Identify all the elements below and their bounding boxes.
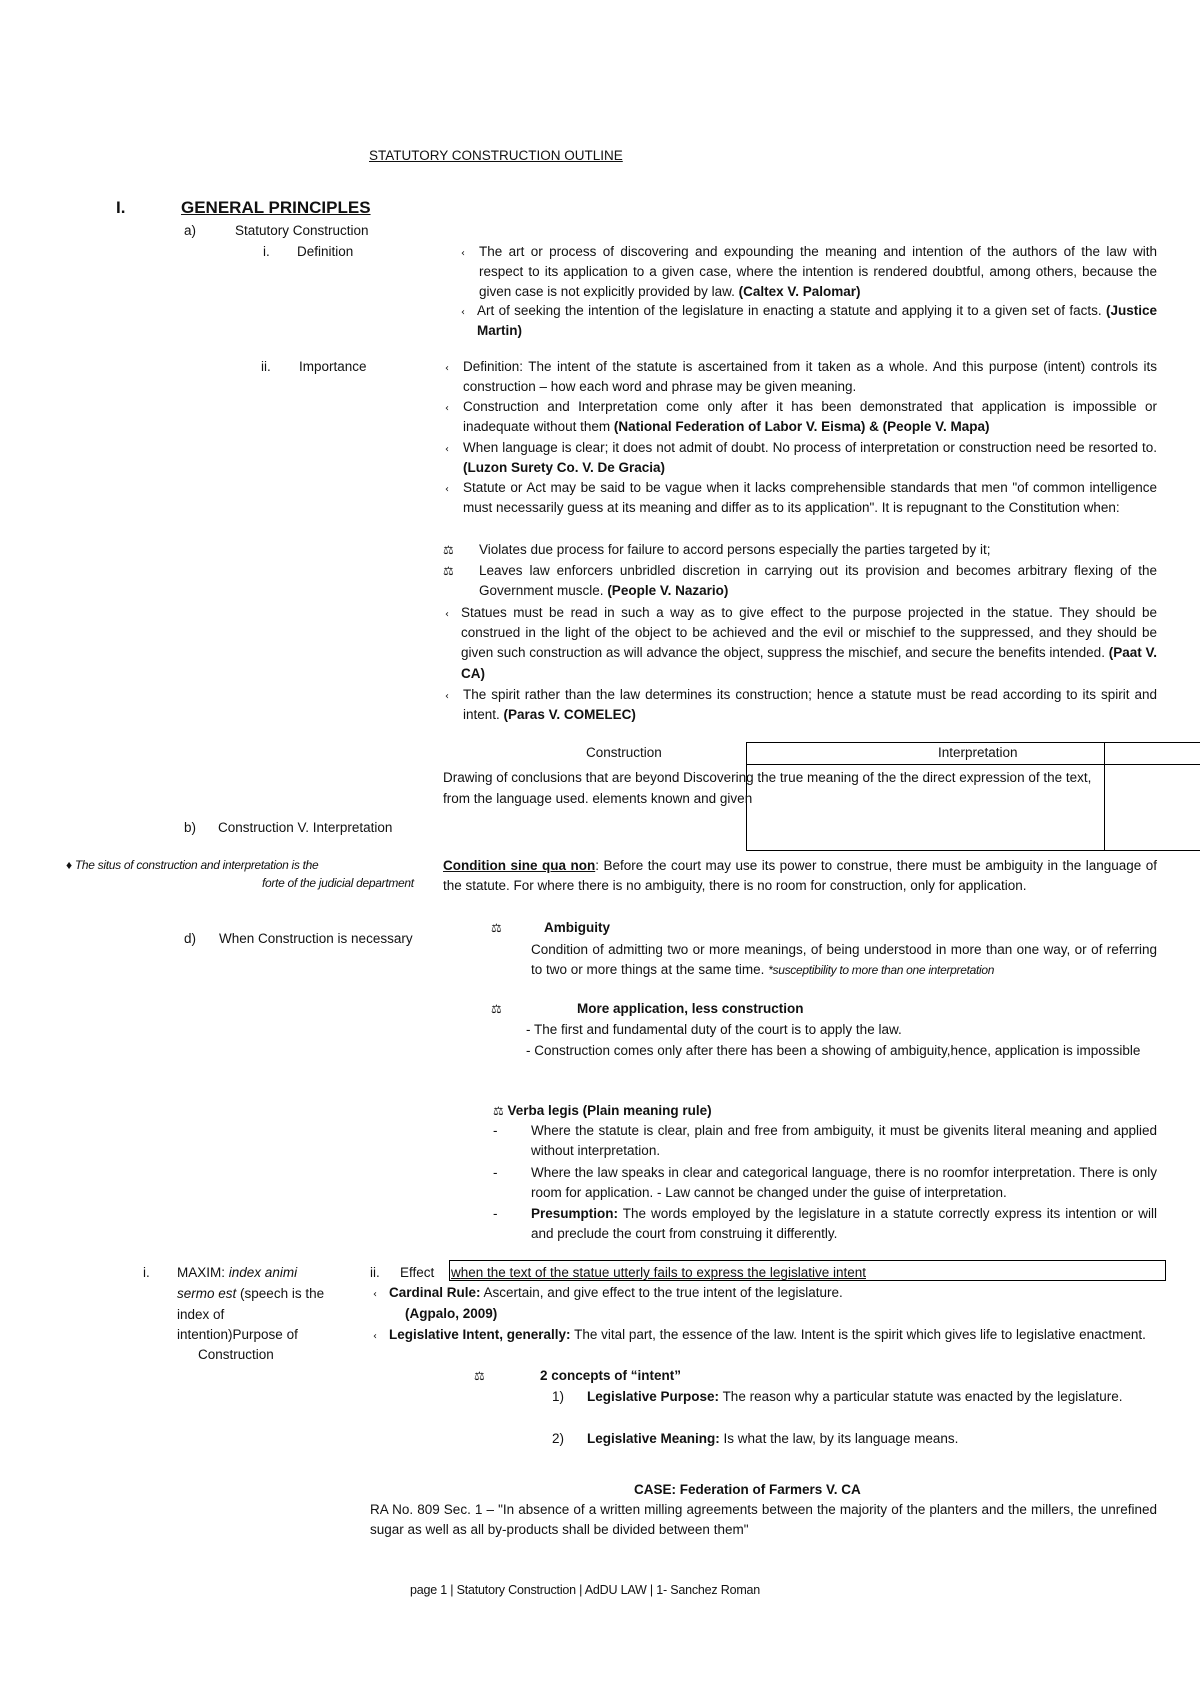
bullet-icon: ‹: [373, 1331, 377, 1342]
bullet-icon: ‹: [461, 307, 465, 318]
cardinal-rule-citation: (Agpalo, 2009): [405, 1306, 498, 1321]
importance-1-lead: Definition:: [463, 359, 524, 374]
table-column-border: [1104, 742, 1105, 851]
item-label-a: a): [184, 223, 197, 238]
maxim-number: i.: [143, 1265, 150, 1280]
importance-4: [463, 478, 1157, 518]
bullet-icon: ‹: [373, 1289, 377, 1300]
definition-2: [477, 301, 1157, 341]
importance-2-citation: (National Federation of Labor V. Eisma) & (People V. Mapa): [613, 419, 990, 435]
section-number: I.: [116, 198, 126, 217]
condition-sine-qua-non: [443, 856, 1157, 896]
ambiguity-note: *susceptibility to more than one interpretation: [768, 963, 995, 978]
maxim-line-1: MAXIM: index animi: [177, 1265, 298, 1280]
dash-marker: -: [493, 1165, 498, 1180]
importance-4-sub-2-citation: (People V. Nazario): [607, 583, 729, 599]
importance-4-text: Statute or Act may be said to be vague when it lacks comprehensible standards that men "of common intelligence must necessarily guess at its meaning and differ as to its application". It is repugnant to the Constitution when:: [463, 480, 1157, 516]
bullet-icon: ‹: [445, 363, 449, 374]
scale-icon: ⚖: [474, 1369, 485, 1383]
more-application-item-2: - Construction comes only after there has been a showing of ambiguity,hence, application is impossible: [526, 1043, 1141, 1058]
cardinal-rule: Cardinal Rule: Ascertain, and give effect to the true intent of the legislature.: [389, 1285, 843, 1300]
verba-legis-item-1: Where the statute is clear, plain and free from ambiguity, it must be givenits literal meaning and applied without interpretation.: [531, 1123, 1157, 1159]
concepts-title: 2 concepts of “intent”: [540, 1368, 682, 1383]
importance-4-sub-2: [479, 561, 1157, 601]
case-title: CASE: Federation of Farmers V. CA: [634, 1482, 861, 1497]
scale-icon: ⚖: [491, 921, 502, 935]
more-application-item-1: - The first and fundamental duty of the court is to apply the law.: [526, 1022, 902, 1037]
section-title: GENERAL PRINCIPLES: [181, 198, 371, 217]
item-label-b: b): [184, 820, 197, 835]
condition-text: : Before the court may use its power to construe, there must be ambiguity in the language of the statute. For where there is no ambiguity, there is no room for construction, only for application.: [443, 858, 1158, 894]
item-label-d: d): [184, 931, 197, 946]
item-title-a: Statutory Construction: [235, 223, 369, 238]
verba-legis-item-3: [531, 1204, 1157, 1244]
importance-3-text: When language is clear; it does not admit of doubt. No process of interpretation or construction need be resorted to.: [463, 440, 1157, 455]
ambiguity-title: Ambiguity: [544, 920, 610, 935]
importance-6-text: The spirit rather than the law determines its construction; hence a statute must be read according to its spirit and intent.: [463, 687, 1157, 723]
ambiguity-text: [531, 940, 1157, 980]
concept-number-2: 2): [552, 1431, 565, 1446]
legislative-intent-text: The vital part, the essence of the law. Intent is the spirit which gives life to legislative enactment.: [574, 1327, 1146, 1342]
scale-icon: ⚖: [493, 1104, 504, 1118]
importance-4-sub-1: Violates due process for failure to accord persons especially the parties targeted by it;: [479, 542, 991, 557]
definition-1-text: The art or process of discovering and expounding the meaning and intention of the authors of the law with respect to its application to a given case, where the intention is rendered doubtful, among others, because the given case is not explicitly provided by law.: [479, 244, 1157, 300]
maxim-line-2: sermo est (speech is the: [177, 1286, 325, 1301]
definition-2-text: Art of seeking the intention of the legislature in enacting a statute and applying it to a given set of facts.: [477, 303, 1102, 318]
sub-title-definition: Definition: [297, 244, 354, 259]
definition-2-citation: (Justice Martin): [477, 303, 1157, 339]
maxim-line-3: index of: [177, 1307, 225, 1322]
concept-1-text: The reason why a particular statute was enacted by the legislature.: [722, 1389, 1123, 1404]
importance-1-text: The intent of the statute is ascertained from it taken as a whole. And this purpose (intent) controls its construction – how each word and phrase may be given meaning.: [463, 359, 1157, 395]
scale-icon: ⚖: [491, 1002, 502, 1016]
bullet-icon: ‹: [445, 444, 449, 455]
scale-icon: ⚖: [443, 564, 454, 578]
importance-5: [461, 603, 1157, 684]
bullet-icon: ‹: [445, 609, 449, 620]
scale-icon: ⚖: [443, 543, 454, 557]
verba-legis-item-2: Where the law speaks in clear and categorical language, there is no roomfor interpretation. There is only room for application. - Law cannot be changed under the guise of interpretation.: [531, 1165, 1157, 1201]
legislative-intent: [389, 1325, 1157, 1345]
importance-3-citation: (Luzon Surety Co. V. De Gracia): [463, 460, 666, 476]
bullet-icon: ‹: [445, 403, 449, 414]
importance-6: [463, 685, 1157, 725]
condition-lead: Condition sine qua non: [443, 858, 596, 873]
importance-5-citation: (Paat V. CA): [461, 645, 1158, 681]
dash-marker: -: [493, 1123, 498, 1138]
side-note-line-2: forte of the judicial department: [262, 876, 414, 890]
sub-number-ii: ii.: [261, 359, 271, 374]
importance-2-text: Construction and Interpretation come only after it has been demonstrated that application is impossible or inadequate without them: [463, 399, 1157, 435]
definition-1: [479, 242, 1157, 303]
sub-number-i: i.: [263, 244, 270, 259]
table-header-interpretation: Interpretation: [938, 745, 1018, 760]
legislative-intent-lead: Legislative Intent, generally:: [389, 1327, 571, 1342]
importance-2: [463, 397, 1157, 437]
bullet-icon: ‹: [461, 248, 465, 259]
verba-legis-title: ⚖ Verba legis (Plain meaning rule): [493, 1103, 712, 1118]
importance-5-text: Statues must be read in such a way as to give effect to the purpose projected in the statue. They should be construed in the light of the object to be achieved and the evil or mischief to the suppressed, and they should be given such construction as will advance the object, suppress the mischief, and secure the benefits intended.: [461, 605, 1157, 661]
effect-boxed-text: when the text of the statue utterly fails to express the legislative intent: [451, 1265, 866, 1280]
effect-number: ii.: [370, 1265, 380, 1280]
ambiguity-definition: Condition of admitting two or more meanings, of being understood in more than one way, or of referring to two or more things at the same time.: [531, 942, 1157, 978]
table-top-border: [746, 742, 1200, 743]
table-row-line-2: from the language used. elements known and given: [443, 791, 753, 806]
maxim-line-4: intention)Purpose of: [177, 1327, 298, 1342]
more-application-title: More application, less construction: [577, 1001, 804, 1016]
importance-3: [463, 438, 1157, 478]
page-footer: page 1 | Statutory Construction | AdDU LAW | 1- Sanchez Roman: [410, 1583, 761, 1597]
table-row-line-1: Drawing of conclusions that are beyond Discovering the true meaning of the the direct expression of the text,: [443, 770, 1092, 785]
document-title: STATUTORY CONSTRUCTION OUTLINE: [369, 148, 623, 163]
table-bottom-border: [746, 850, 1200, 851]
dash-marker: -: [493, 1206, 498, 1221]
definition-1-citation: (Caltex V. Palomar): [738, 284, 861, 300]
side-note-line-1: ♦ The situs of construction and interpretation is the: [66, 858, 319, 872]
importance-6-citation: (Paras V. COMELEC): [503, 707, 636, 723]
maxim-line-5: Construction: [198, 1347, 274, 1362]
bullet-icon: ‹: [445, 691, 449, 702]
bullet-icon: ‹: [445, 484, 449, 495]
concept-1-lead: Legislative Purpose:: [587, 1389, 720, 1404]
importance-4-sub-2-text: Leaves law enforcers unbridled discretion in carrying out its provision and becomes arbitrary flexing of the Government muscle.: [479, 563, 1157, 599]
concept-1: [587, 1387, 1157, 1407]
case-text: RA No. 809 Sec. 1 – "In absence of a written milling agreements between the majority of the planters and the millers, the unrefined sugar as well as all by-products shall be divided between them": [370, 1502, 1157, 1538]
sub-title-importance: Importance: [299, 359, 367, 374]
table-header-border: [746, 764, 1200, 765]
importance-1: [463, 357, 1157, 397]
item-title-d: When Construction is necessary: [219, 931, 413, 946]
concept-2: Legislative Meaning: Is what the law, by its language means.: [587, 1431, 959, 1446]
presumption-lead: Presumption:: [531, 1206, 619, 1221]
effect-label: Effect: [400, 1265, 435, 1280]
presumption-text: The words employed by the legislature in a statute correctly express its intention or will and preclude the court from construing it differently.: [531, 1206, 1157, 1242]
concept-number-1: 1): [552, 1389, 565, 1404]
item-title-b: Construction V. Interpretation: [218, 820, 393, 835]
table-header-construction: Construction: [586, 745, 662, 760]
